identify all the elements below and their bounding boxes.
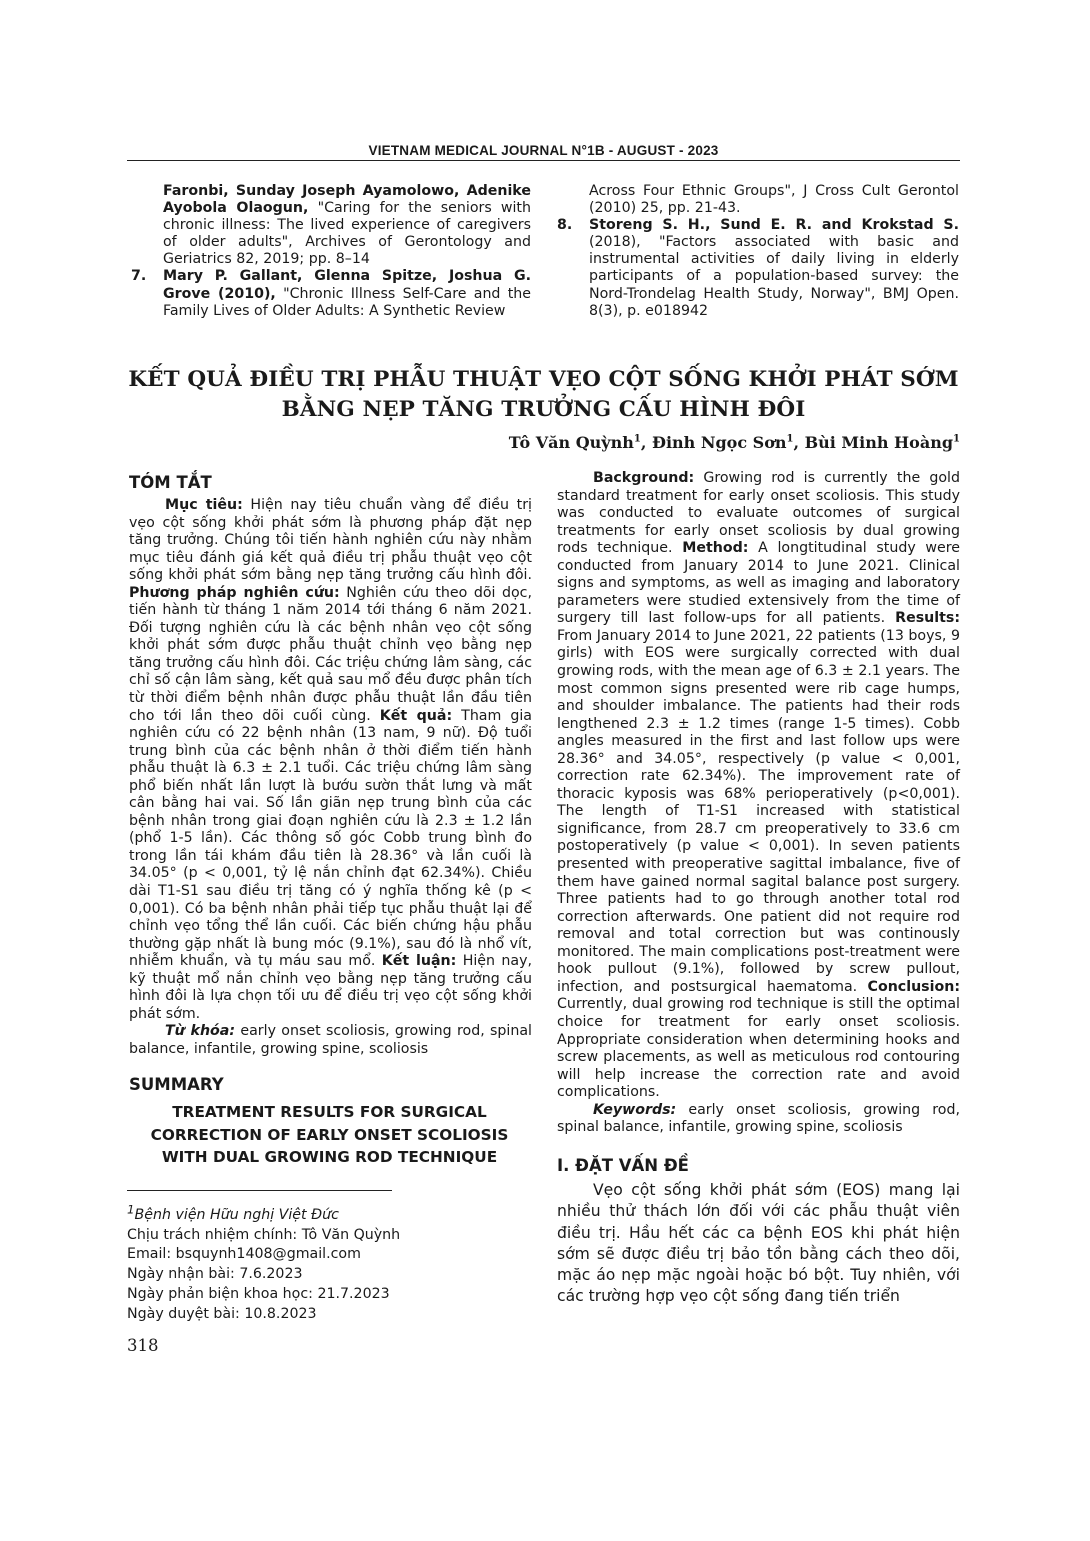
references-left xyxy=(131,183,532,320)
footnotes xyxy=(127,1200,532,1325)
abstract-vi-keywords: Từ khóa: early onset scoliosis, growing rod, spinal balance, infantile, growing spine, scoliosis xyxy=(129,1023,532,1057)
reference-7-continued: Across Four Ethnic Groups", J Cross Cult Gerontol (2010) 25, pp. 21-43. xyxy=(589,183,959,217)
label-muc-tieu: Mục tiêu: xyxy=(165,497,243,513)
affiliation-mark: 1 xyxy=(953,433,960,445)
vietnamese-abstract xyxy=(129,497,532,1059)
references-right xyxy=(557,183,959,320)
responsible-author: Chịu trách nhiệm chính: Tô Văn Quỳnh xyxy=(127,1226,401,1243)
abstract-en-keywords: Keywords: early onset scoliosis, growing rod, spinal balance, infantile, growing spine, scoliosis xyxy=(557,1101,960,1136)
article-title-line-2: BẰNG NẸP TĂNG TRƯỞNG CẤU HÌNH ĐÔI xyxy=(281,397,806,422)
abstract-en-paragraph: Background: Growing rod is currently the gold standard treatment for early onset scoliosis. This study was conducted to evaluate outcomes of surgical treatments for early onset scoliosis by dual growing rods technique. Method: A longtitudinal study were conducted from January 2014 to June 2021. Clinical signs and symptoms, as well as imaging and laboratory parameters were studied extensively from the time of surgery till last follow-ups for all patients. Results: From January 2014 to June 2021, 22 patients (13 boys, 9 girls) with EOS were surgically corrected with dual growing rods, with the mean age of 6.3 ± 2.1 years. The most common signs presented were rib cage humps, and shoulder imbalance. The patients had their rods lengthened 2.3 ± 1.2 times (range 1-5 times). Cobb angles measured in the first and last follow ups were 28.36° and 34.05°, respectively (p value < 0,001, correction rate 62.34%). The improvement rate of thoracic kyposis was 68% perioperatively (p<0,001). The length of T1-S1 increased with statistical significance, from 28.7 cm preoperatively to 33.6 cm postoperatively (p value < 0,001). In seven patients presented with preoperative sagittal imbalance, five of them have gained normal sagital balance post surgery. Three patients had to go through another total rod correction afterwards. One patient did not require rod removal and total correction but was continously monitored. The main complications post-treatment were hook pullout (9.1%), followed by screw pullout, infection, and postsurgical haematoma. Conclusion: Currently, dual growing rod technique is still the optimal choice for treatment for early onset scoliosis. Appropriate consideration when determining hooks and screw placements, as well as meticulous rod contouring will help increase the correction rate and avoid complications. xyxy=(557,470,960,1101)
date-approved: Ngày duyệt bài: 10.8.2023 xyxy=(127,1305,317,1322)
tomtat-heading: TÓM TẮT xyxy=(129,473,212,492)
abstract-vi-paragraph: Mục tiêu: Hiện nay tiêu chuẩn vàng để điều trị vẹo cột sống khởi phát sớm là phương pháp đặt nẹp tăng trưởng. Chúng tôi tiến hành nghiên cứu này nhằm mục tiêu đánh giá kết quả điều trị phẫu thuật vẹo cột sống khởi phát sớm bằng nẹp tăng trưởng cấu hình đôi. Phương pháp nghiên cứu: Nghiên cứu theo dõi dọc, tiến hành từ tháng 1 năm 2014 tới tháng 6 năm 2021. Đối tượng nghiên cứu là các bệnh nhân vẹo cột sống khởi phát sớm được phẫu thuật chỉnh vẹo bằng nẹp tăng trưởng cấu hình đôi. Các triệu chứng lâm sàng, các chỉ số cận lâm sàng, kết quả sau mổ đều được phân tích từ thời điểm bệnh nhân được phẫu thuật lần đầu tiên cho tới lần theo dõi cuối cùng. Kết quả: Tham gia nghiên cứu có 22 bệnh nhân (13 nam, 9 nữ). Độ tuổi trung bình của các bệnh nhân ở thời điểm tiến hành phẫu thuật là 6.3 ± 2.1 tuổi. Các triệu chứng lâm sàng phổ biến nhất lần lượt là bướu sườn thắt lưng và mất cân bằng hai vai. Số lần giãn nẹp trung bình của các bệnh nhân trong giai đoạn nghiên cứu là 2.3 ± 1.2 lần (phổ 1-5 lần). Các thông số góc Cobb trung bình đo trong lần tái khám đầu tiên là 28.36° và lần cuối là 34.05° (p < 0,001, tỷ lệ nắn chỉnh đạt 62.34%). Chiều dài T1-S1 sau điều trị tăng có ý nghĩa thống kê (p < 0,001). Có ba bệnh nhân phải tiếp tục phẫu thuật lại để chỉnh vẹo tổng thể lần cuối. Các biến chứng hậu phẫu thường gặp nhất là bung móc (9.1%), sau đó là nhổ vít, nhiễm khuẩn, và tụ máu sau mổ. Kết luận: Hiện nay, kỹ thuật mổ nắn chỉnh vẹo bằng nẹp tăng trưởng cấu hình đôi là lựa chọn tối ưu để điều trị vẹo cột sống khởi phát sớm. xyxy=(129,497,533,1022)
date-received: Ngày nhận bài: 7.6.2023 xyxy=(127,1266,303,1283)
header-rule xyxy=(127,160,960,161)
label-method: Method: xyxy=(682,540,749,557)
intro-paragraph: Vẹo cột sống khởi phát sớm (EOS) mang lại nhiều thử thách lớn đối với các phẫu thuật viên điều trị. Hầu hết các ca bệnh EOS khi phát hiện sớm sẽ được điều trị bảo tồn bằng cách theo dõi, mặc áo nẹp mặc ngoài hoặc bó bột. Tuy nhiên, với các trường hợp vẹo cột sống đang tiến triển xyxy=(557,1181,960,1306)
english-abstract xyxy=(557,470,960,1137)
intro-heading: I. ĐẶT VẤN ĐỀ xyxy=(557,1156,689,1175)
label-conclusion: Conclusion: xyxy=(867,978,960,995)
author-3: Bùi Minh Hoàng xyxy=(804,433,954,452)
label-ket-qua: Kết quả: xyxy=(379,707,453,724)
reference-8-text: (2018), "Factors associated with basic and instrumental activities of daily living in elderly participants of a population-based survey: the Nord-Trondelag Health Study, Norway", BMJ Open. 8(3), p. e018942 xyxy=(589,234,959,319)
reference-8 xyxy=(557,217,959,320)
label-keywords: Keywords: xyxy=(593,1101,677,1118)
author-2: Đinh Ngọc Sơn xyxy=(651,433,787,452)
reference-7-text: "Chronic Illness Self-Care and the Family Lives of Older Adults: A Synthetic Review xyxy=(163,285,532,319)
reference-6 xyxy=(163,183,531,268)
label-phuong-phap: Phương pháp nghiên cứu: xyxy=(129,584,340,601)
label-ket-luan: Kết luận: xyxy=(381,953,457,970)
summary-title: TREATMENT RESULTS FOR SURGICAL CORRECTION OF EARLY ONSET SCOLIOSIS WITH DUAL GROWING ROD TECHNIQUE xyxy=(150,1103,509,1166)
reference-6-authors: Faronbi, Sunday Joseph Ayamolowo, Adenike Ayobola Olaogun, xyxy=(163,183,531,217)
affiliation-mark: 1 xyxy=(633,433,641,445)
label-background: Background: xyxy=(593,470,695,486)
running-head: VIETNAM MEDICAL JOURNAL N°1B - AUGUST - 2023 xyxy=(368,143,719,158)
reference-7-number: 7. xyxy=(131,268,147,285)
affiliation: Bệnh viện Hữu nghị Việt Đức xyxy=(134,1206,339,1223)
footnote-rule xyxy=(127,1190,392,1191)
email: Email: bsquynh1408@gmail.com xyxy=(127,1246,361,1263)
reference-8-authors: Storeng S. H., Sund E. R. and Krokstad S. xyxy=(589,217,959,234)
author-list: Tô Văn Quỳnh$^1$, Đinh Ngọc Sơn$^1$, Bùi Minh Hoàng$^1$ xyxy=(508,433,960,452)
article-title xyxy=(127,365,960,425)
footnote-mark: 1 xyxy=(127,1202,135,1216)
date-reviewed: Ngày phản biện khoa học: 21.7.2023 xyxy=(127,1285,390,1302)
reference-6-text: "Caring for the seniors with chronic illness: The lived experience of caregivers of older adults", Archives of Gerontology and Geriatrics 82, 2019; pp. 8–14 xyxy=(163,200,531,268)
author-1: Tô Văn Quỳnh xyxy=(508,433,634,452)
page-number: 318 xyxy=(127,1336,159,1355)
reference-8-number: 8. xyxy=(557,217,573,234)
affiliation-mark: 1 xyxy=(786,433,794,445)
article-title-line-1: KẾT QUẢ ĐIỀU TRỊ PHẪU THUẬT VẸO CỘT SỐNG KHỞI PHÁT SỚM xyxy=(128,367,959,392)
reference-7 xyxy=(131,268,532,319)
intro-text xyxy=(557,1180,960,1308)
summary-heading: SUMMARY xyxy=(129,1075,224,1094)
label-tu-khoa: Từ khóa: xyxy=(165,1023,236,1040)
reference-7-authors: Mary P. Gallant, Glenna Spitze, Joshua G. Grove (2010), xyxy=(163,268,531,302)
label-results: Results: xyxy=(895,610,960,627)
